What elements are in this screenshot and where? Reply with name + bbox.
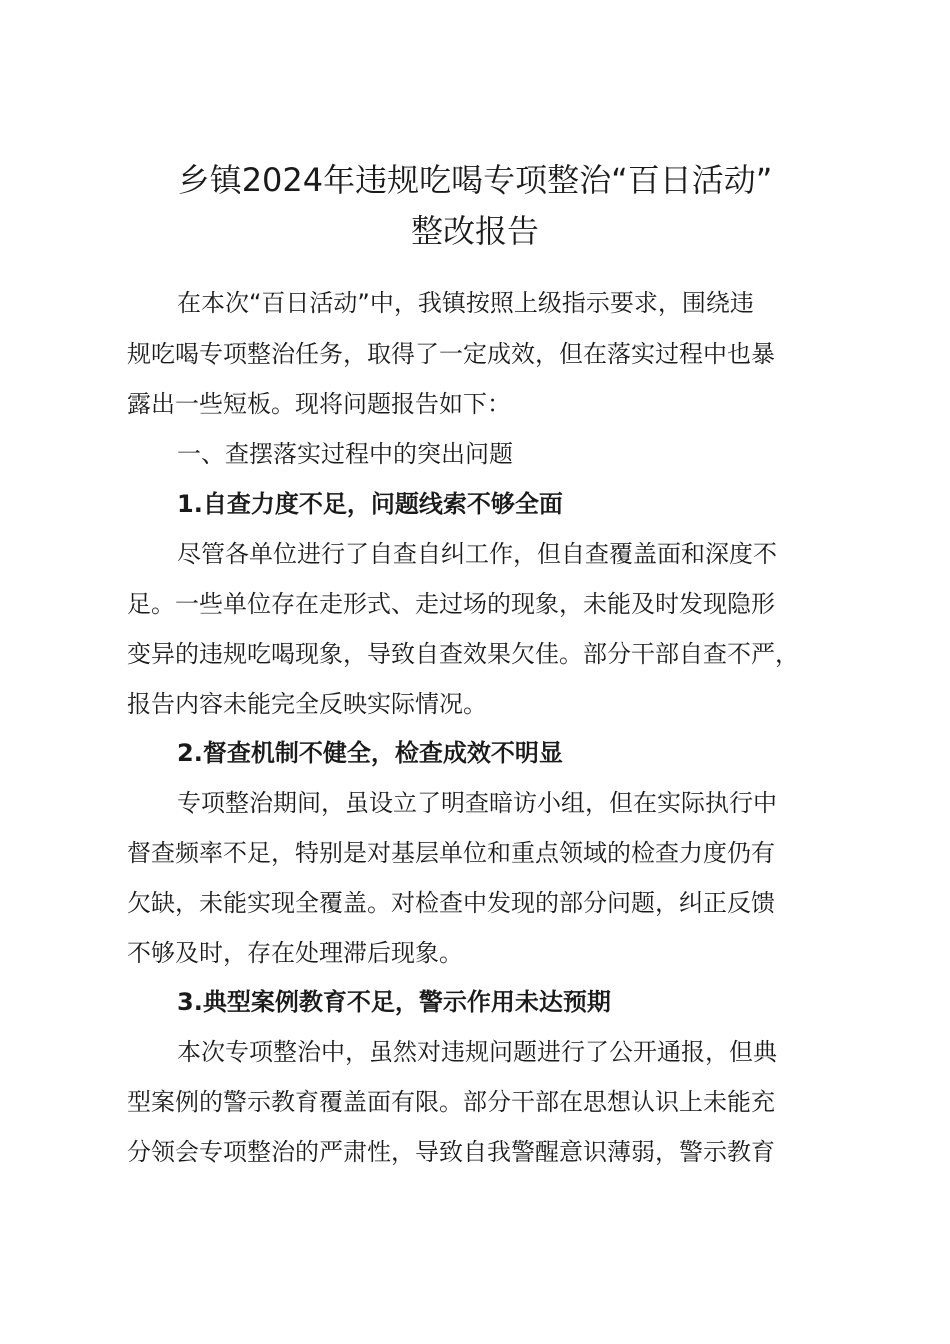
paragraph-intro-line: 露出一些短板。现将问题报告如下： [127,390,511,418]
paragraph-line: 变异的违规吃喝现象，导致自查效果欠佳。部分干部自查不严， [127,640,799,668]
section-heading: 一、查摆落实过程中的突出问题 [177,440,513,468]
paragraph-line: 尽管各单位进行了自查自纠工作，但自查覆盖面和深度不 [177,540,777,568]
paragraph-line: 型案例的警示教育覆盖面有限。部分干部在思想认识上未能充 [127,1088,775,1116]
subsection-heading: 2.督查机制不健全，检查成效不明显 [177,739,563,767]
paragraph-line: 不够及时，存在处理滞后现象。 [127,939,463,967]
document-title-line-2: 整改报告 [410,212,539,250]
paragraph-line: 足。一些单位存在走形式、走过场的现象，未能及时发现隐形 [127,590,775,618]
paragraph-intro-line: 规吃喝专项整治任务，取得了一定成效，但在落实过程中也暴 [127,340,775,368]
paragraph-line: 分领会专项整治的严肃性，导致自我警醒意识薄弱，警示教育 [127,1138,775,1166]
paragraph-line: 欠缺，未能实现全覆盖。对检查中发现的部分问题，纠正反馈 [127,889,775,917]
paragraph-intro-line: 在本次“百日活动”中，我镇按照上级指示要求，围绕违 [177,289,754,317]
paragraph-line: 本次专项整治中，虽然对违规问题进行了公开通报，但典 [177,1038,777,1066]
document-title-line-1: 乡镇2024年违规吃喝专项整治“百日活动” [177,161,773,199]
subsection-heading: 1.自查力度不足，问题线索不够全面 [177,490,563,518]
paragraph-line: 督查频率不足，特别是对基层单位和重点领域的检查力度仍有 [127,839,775,867]
paragraph-line: 专项整治期间，虽设立了明查暗访小组，但在实际执行中 [177,789,777,817]
subsection-heading: 3.典型案例教育不足，警示作用未达预期 [177,988,611,1016]
paragraph-line: 报告内容未能完全反映实际情况。 [127,690,487,718]
